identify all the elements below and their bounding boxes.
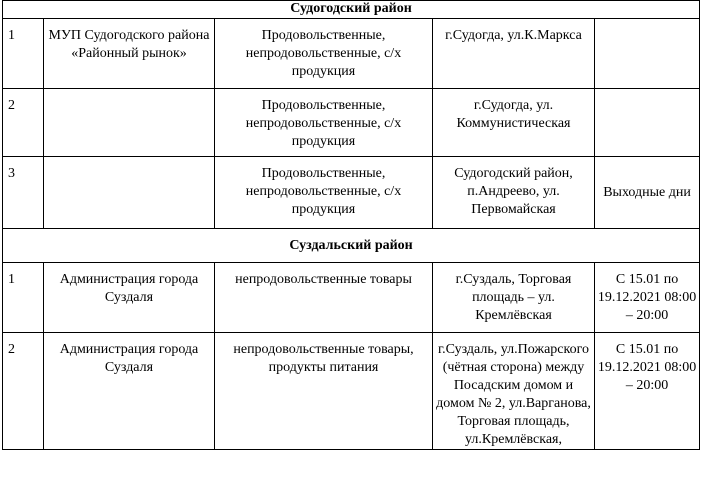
organizer-cell: Администрация города Суздаля [44,263,215,333]
row-number: 3 [3,157,44,229]
goods-cell: непродовольственные товары, продукты питания [215,333,433,450]
time-cell: С 15.01 по 19.12.2021 08:00 – 20:00 [595,333,700,450]
markets-table [2,0,700,450]
table-row [3,333,700,450]
row-number: 2 [3,89,44,157]
organizer-cell [44,89,215,157]
place-cell: г.Суздаль, ул.Пожарского (чётная сторона) между Посадским домом и домом № 2, ул.Варганова, Торговая площадь, ул.Кремлёвская, [433,333,595,450]
place-cell: г.Судогда, ул.К.Маркса [433,19,595,89]
goods-cell: Продовольственные, непродовольственные, с/х продукция [215,89,433,157]
goods-cell: Продовольственные, непродовольственные, с/х продукция [215,19,433,89]
goods-cell: непродовольственные товары [215,263,433,333]
time-cell: С 15.01 по 19.12.2021 08:00 – 20:00 [595,263,700,333]
organizer-cell [44,157,215,229]
table-row [3,89,700,157]
place-cell: г.Суздаль, Торговая площадь – ул. Кремлёвская [433,263,595,333]
place-cell: Судогодский район, п.Андреево, ул. Первомайская [433,157,595,229]
row-number: 1 [3,263,44,333]
organizer-cell: Администрация города Суздаля [44,333,215,450]
goods-cell: Продовольственные, непродовольственные, с/х продукция [215,157,433,229]
time-cell: Выходные дни [595,157,700,229]
section-header [3,1,700,19]
table-row [3,263,700,333]
organizer-cell: МУП Судогодского района «Районный рынок» [44,19,215,89]
section-header [3,229,700,263]
table-row [3,19,700,89]
section-title: Суздальский район [3,229,700,263]
row-number: 2 [3,333,44,450]
table-row [3,157,700,229]
section-title: Судогодский район [3,1,700,19]
place-cell: г.Судогда, ул. Коммунистическая [433,89,595,157]
row-number: 1 [3,19,44,89]
time-cell [595,89,700,157]
time-cell [595,19,700,89]
